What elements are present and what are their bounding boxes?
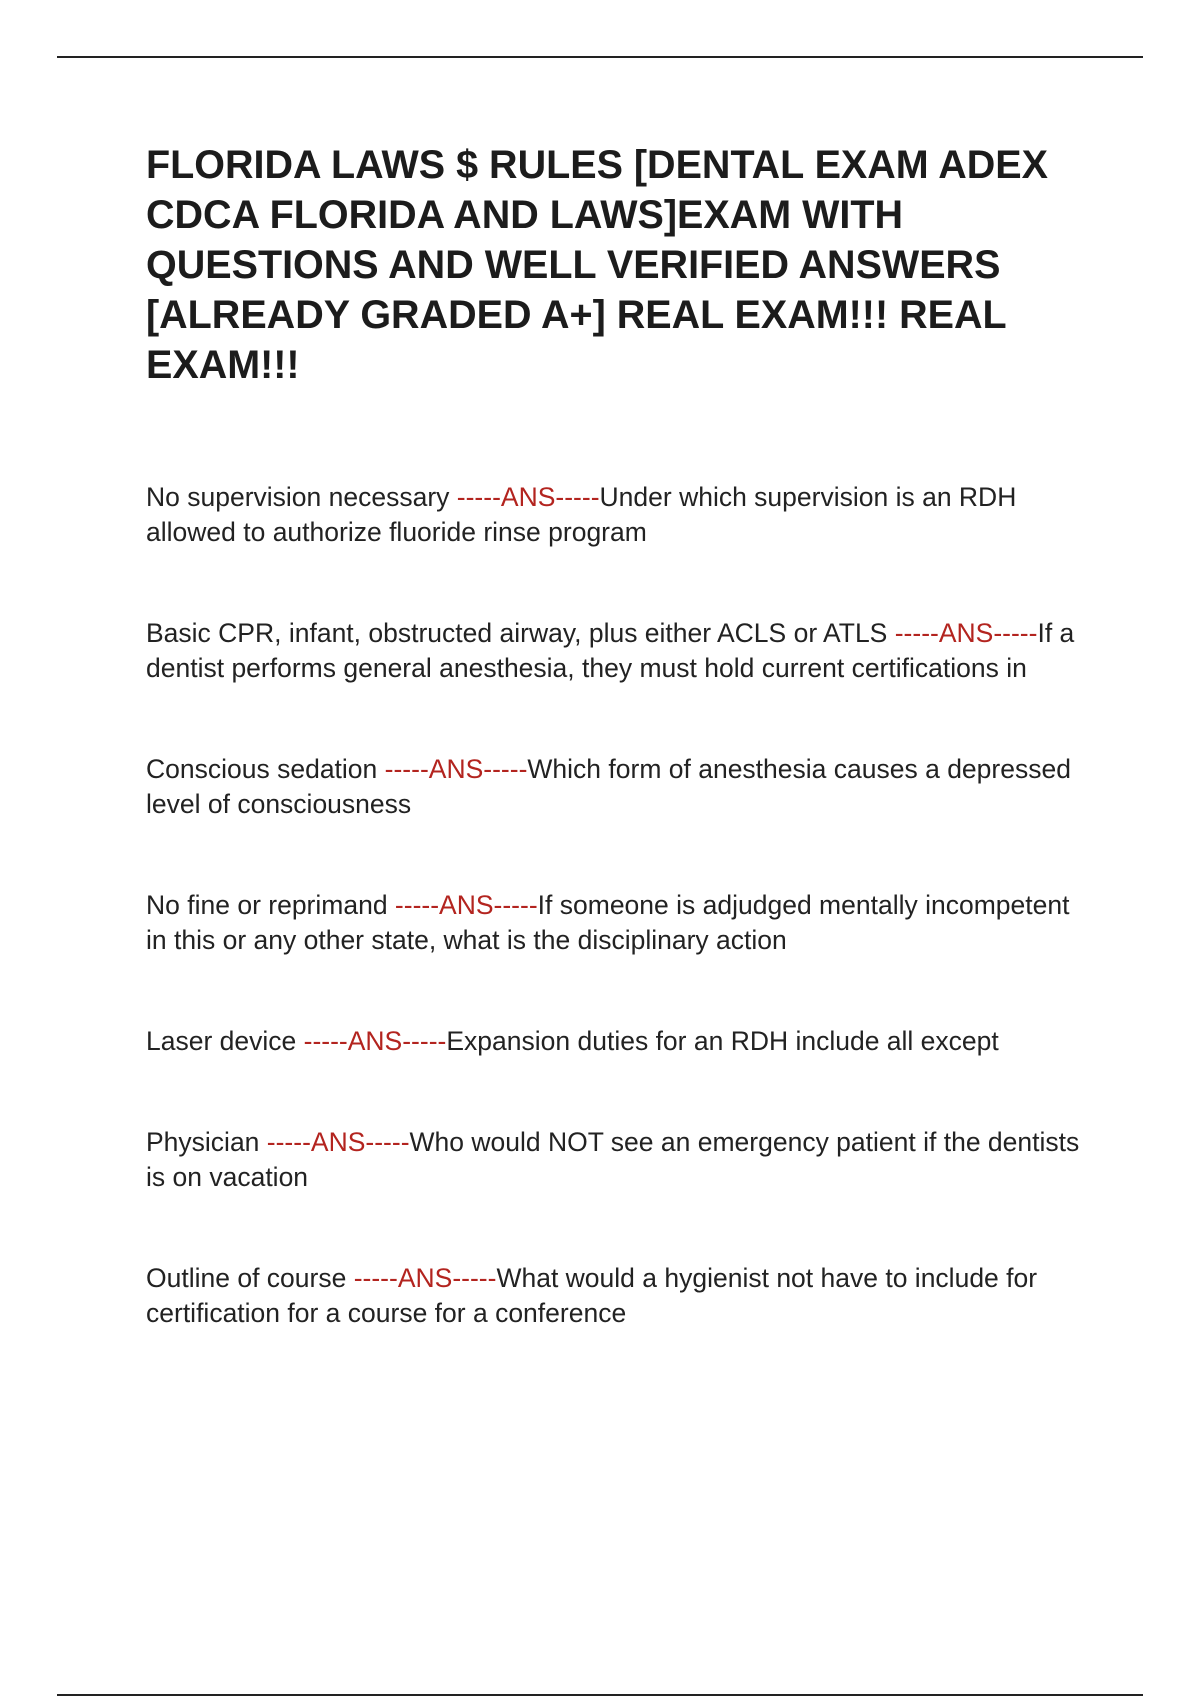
qa-entry — [146, 1261, 1086, 1331]
qa-entry — [146, 752, 1086, 822]
question-text: What would a hygienist not have to include for certification for a course for a conference — [146, 1263, 1038, 1328]
ans-separator: -----ANS----- — [353, 1263, 497, 1293]
page-content — [146, 140, 1086, 1331]
qa-entry — [146, 1024, 1086, 1059]
question-text: Expansion duties for an RDH include all except — [446, 1026, 999, 1056]
ans-separator: -----ANS----- — [266, 1127, 410, 1157]
ans-separator: -----ANS----- — [456, 482, 600, 512]
qa-entry — [146, 480, 1086, 550]
qa-list — [146, 480, 1086, 1331]
answer-text: Conscious sedation — [146, 754, 385, 784]
question-text: If someone is adjudged mentally incompetent in this or any other state, what is the disciplinary action — [146, 890, 1070, 955]
question-text: Under which supervision is an RDH allowed to authorize fluoride rinse program — [146, 482, 1017, 547]
ans-separator: -----ANS----- — [384, 754, 528, 784]
answer-text: No supervision necessary — [146, 482, 457, 512]
answer-text: Laser device — [146, 1026, 304, 1056]
ans-separator: -----ANS----- — [894, 618, 1038, 648]
answer-text: No fine or reprimand — [146, 890, 395, 920]
question-text: Which form of anesthesia causes a depressed level of consciousness — [146, 754, 1071, 819]
ans-separator: -----ANS----- — [303, 1026, 447, 1056]
qa-entry — [146, 1125, 1086, 1195]
bottom-rule — [57, 1694, 1143, 1696]
answer-text: Outline of course — [146, 1263, 354, 1293]
qa-entry — [146, 888, 1086, 958]
question-text: If a dentist performs general anesthesia, they must hold current certifications in — [146, 618, 1075, 683]
answer-text: Physician — [146, 1127, 267, 1157]
ans-separator: -----ANS----- — [394, 890, 538, 920]
top-rule — [57, 56, 1143, 58]
document-title: FLORIDA LAWS $ RULES [DENTAL EXAM ADEX CDCA FLORIDA AND LAWS]EXAM WITH QUESTIONS AND WELL VERIFIED ANSWERS [ALREADY GRADED A+] REAL EXAM!!! REAL EXAM!!! — [146, 143, 1048, 387]
qa-entry — [146, 616, 1086, 686]
question-text: Who would NOT see an emergency patient if the dentists is on vacation — [146, 1127, 1080, 1192]
answer-text: Basic CPR, infant, obstructed airway, plus either ACLS or ATLS — [146, 618, 895, 648]
